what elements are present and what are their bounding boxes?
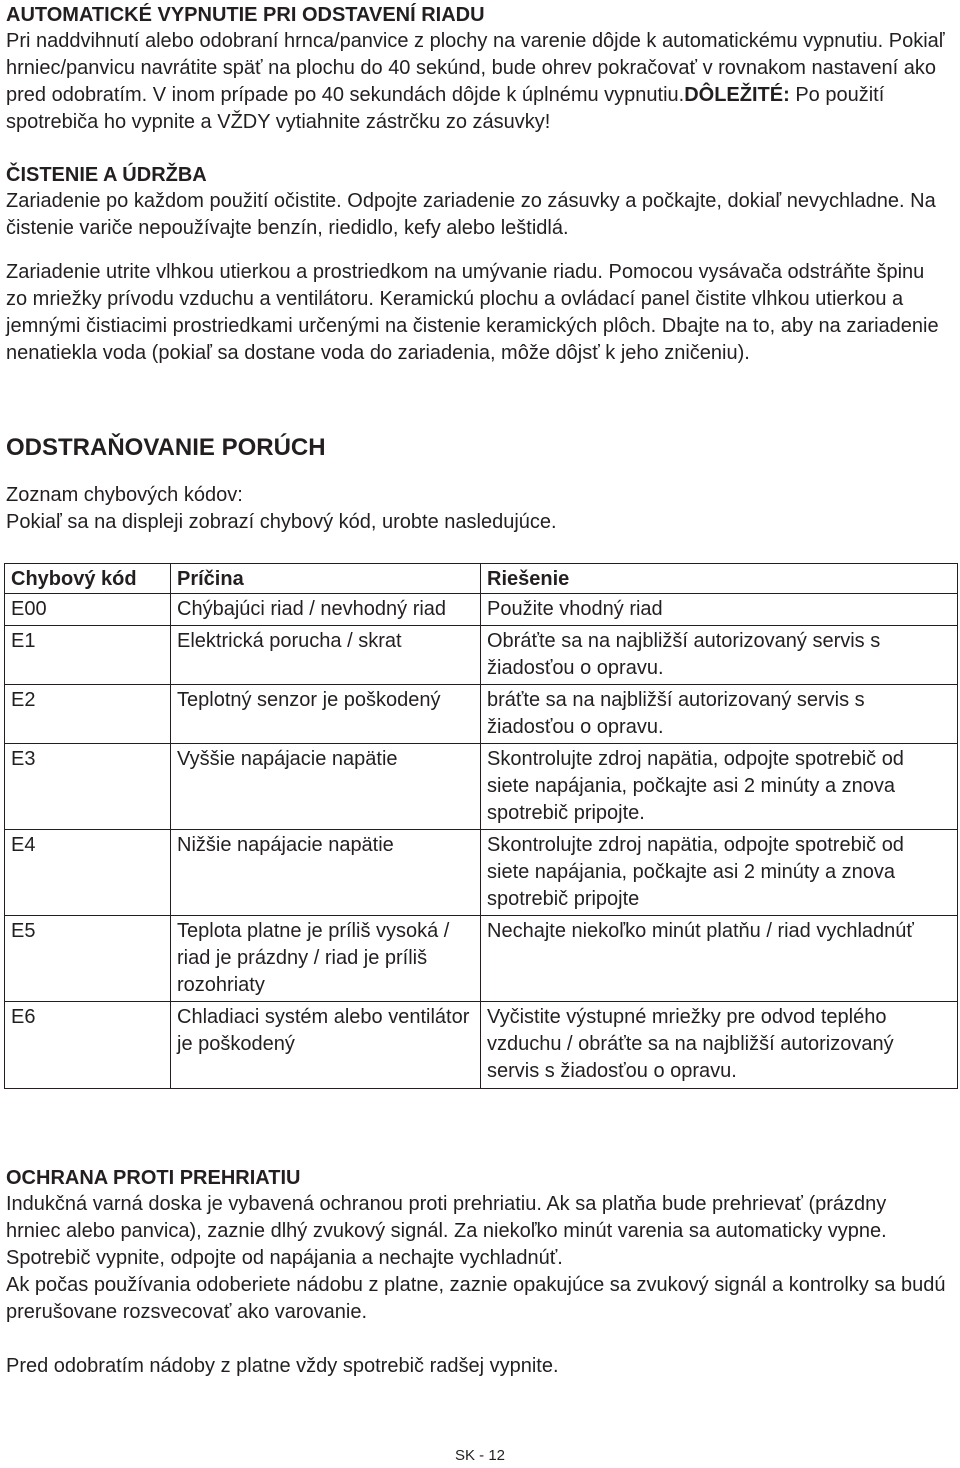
error-cause: Chladiaci systém alebo ventilátor je poškodený	[171, 1002, 481, 1089]
header-solution: Riešenie	[481, 564, 958, 594]
overheat-paragraph-3: Pred odobratím nádoby z platne vždy spotrebič radšej vypnite.	[6, 1355, 559, 1377]
error-cause: Elektrická porucha / skrat	[171, 626, 481, 685]
error-codes-table	[4, 563, 958, 1089]
table-row	[5, 626, 958, 685]
error-code: E00	[5, 594, 171, 626]
overheat-heading: OCHRANA PROTI PREHRIATIU	[6, 1167, 301, 1189]
error-code: E6	[5, 1002, 171, 1089]
error-solution: Nechajte niekoľko minút platňu / riad vychladnúť	[481, 916, 958, 1002]
overheat-section	[6, 1165, 946, 1380]
header-cause: Príčina	[171, 564, 481, 594]
auto-off-text	[6, 28, 946, 136]
error-code: E4	[5, 830, 171, 916]
error-solution: Skontrolujte zdroj napätia, odpojte spotrebič od siete napájania, počkajte asi 2 minúty a znova spotrebič pripojte.	[481, 744, 958, 830]
error-cause: Nižšie napájacie napätie	[171, 830, 481, 916]
table-header-row	[5, 564, 958, 594]
overheat-paragraph-1: Indukčná varná doska je vybavená ochranou proti prehriatiu. Ak sa platňa bude prehrievať (prázdny hrniec alebo panvica), zaznie dlhý zvukový signál. Za niekoľko minút varenia sa automaticky vypne. Spotrebič vypnite, odpojte od napájania a nechajte vychladnúť.	[6, 1193, 887, 1269]
important-label: DÔLEŽITÉ:	[684, 84, 790, 106]
table-row	[5, 594, 958, 626]
troubleshooting-heading: ODSTRAŇOVANIE PORÚCH	[6, 434, 326, 461]
error-solution: Vyčistite výstupné mriežky pre odvod teplého vzduchu / obráťte sa na najbližší autorizovaný servis s žiadosťou o opravu.	[481, 1002, 958, 1089]
table-row	[5, 1002, 958, 1089]
cleaning-paragraph-1: Zariadenie po každom použití očistite. Odpojte zariadenie zo zásuvky a počkajte, dokiaľ nevychladne. Na čistenie variče nepoužívajte benzín, riedidlo, kefy alebo leštidlá.	[6, 190, 936, 239]
table-row	[5, 916, 958, 1002]
overheat-paragraph-2: Ak počas používania odoberiete nádobu z platne, zaznie opakujúce sa zvukový signál a kontrolky sa budú prerušovane rozsvecovať ako varovanie.	[6, 1274, 946, 1323]
error-cause: Teplota platne je príliš vysoká / riad je prázdny / riad je príliš rozohriaty	[171, 916, 481, 1002]
error-cause: Chýbajúci riad / nevhodný riad	[171, 594, 481, 626]
cleaning-heading: ČISTENIE A ÚDRŽBA	[6, 164, 207, 186]
error-codes-instruction: Pokiaľ sa na displeji zobrazí chybový kód, urobte nasledujúce.	[6, 511, 557, 533]
auto-off-body: Pri naddvihnutí alebo odobraní hrnca/panvice z plochy na varenie dôjde k automatickému vypnutiu. Pokiaľ hrniec/panvicu navrátite späť na plochu do 40 sekúnd, bude ohrev pokračovať v rovnakom nastavení ako pred odobratím. V inom prípade po 40 sekundách dôjde k úplnému vypnutiu.	[6, 30, 945, 106]
error-code: E5	[5, 916, 171, 1002]
header-code: Chybový kód	[5, 564, 171, 594]
error-cause: Teplotný senzor je poškodený	[171, 685, 481, 744]
error-code: E2	[5, 685, 171, 744]
troubleshooting-section	[6, 433, 946, 536]
cleaning-section	[6, 162, 946, 367]
important-text: Po použití spotrebiča ho vypnite a VŽDY vytiahnite zástrčku zo zásuvky!	[6, 84, 885, 133]
error-code: E3	[5, 744, 171, 830]
error-code: E1	[5, 626, 171, 685]
auto-off-section	[6, 2, 946, 136]
table-row	[5, 744, 958, 830]
table-row	[5, 830, 958, 916]
error-solution: Obráťte sa na najbližší autorizovaný servis s žiadosťou o opravu.	[481, 626, 958, 685]
table-row	[5, 685, 958, 744]
page-number: SK - 12	[454, 1447, 506, 1464]
cleaning-paragraph-2: Zariadenie utrite vlhkou utierkou a prostriedkom na umývanie riadu. Pomocou vysávača odstráňte špinu zo mriežky prívodu vzduchu a ventilátoru. Keramickú plochu a ovládací panel čistite vlhkou utierkou a jemnými čistiacimi prostriedkami určenými na čistenie keramických plôch. Dbajte na to, aby na zariadenie nenatiekla voda (pokiaľ sa dostane voda do zariadenia, môže dôjsť k jeho zničeniu).	[6, 261, 939, 364]
error-solution: bráťte sa na najbližší autorizovaný servis s žiadosťou o opravu.	[481, 685, 958, 744]
error-solution: Použite vhodný riad	[481, 594, 958, 626]
error-solution: Skontrolujte zdroj napätia, odpojte spotrebič od siete napájania, počkajte asi 2 minúty a znova spotrebič pripojte	[481, 830, 958, 916]
error-codes-intro: Zoznam chybových kódov:	[6, 484, 243, 506]
error-cause: Vyššie napájacie napätie	[171, 744, 481, 830]
auto-off-heading: AUTOMATICKÉ VYPNUTIE PRI ODSTAVENÍ RIADU	[6, 4, 485, 26]
